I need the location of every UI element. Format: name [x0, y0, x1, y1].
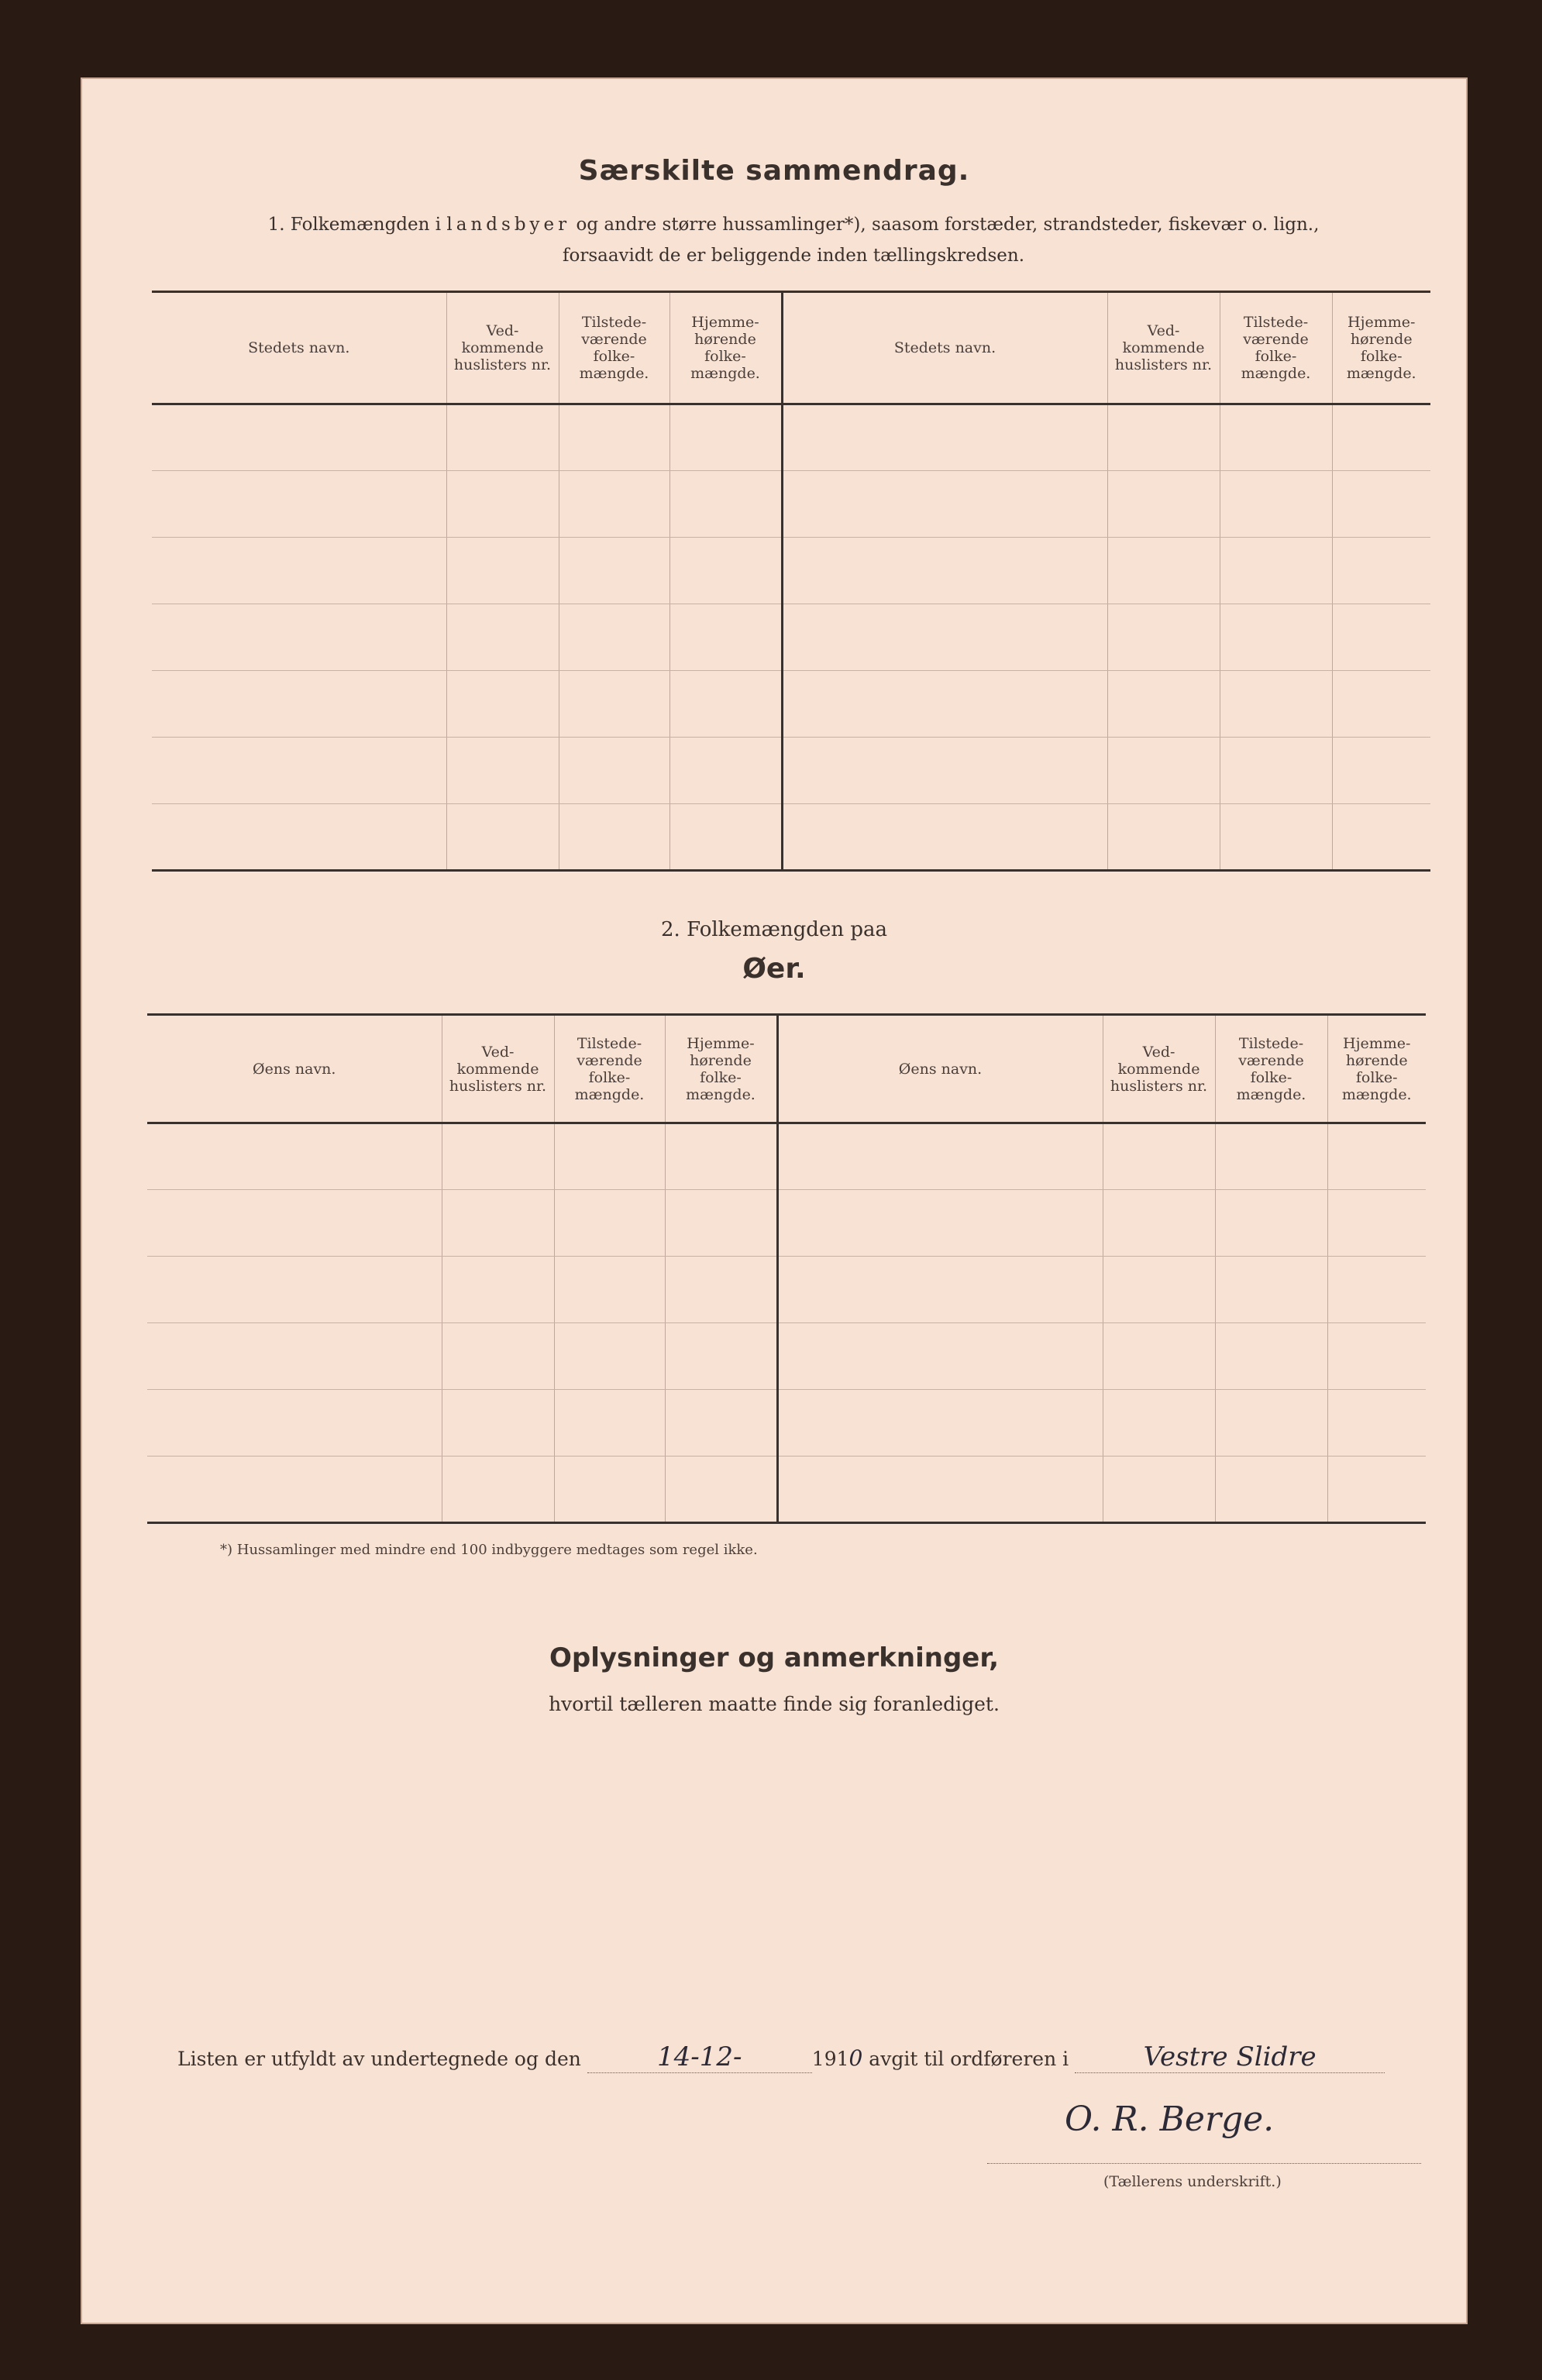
table-cell[interactable]: [669, 538, 782, 604]
table-cell[interactable]: [1215, 1323, 1327, 1390]
table-row: [152, 404, 1430, 471]
table-cell[interactable]: [1220, 738, 1332, 804]
enumerator-signature: O. R. Berge.: [1065, 2100, 1275, 2139]
table-cell[interactable]: [1220, 471, 1332, 538]
t2-header-island-name-2: Øens navn.: [777, 1015, 1103, 1123]
table-row: [147, 1390, 1426, 1457]
table-cell[interactable]: [152, 804, 446, 871]
table-cell[interactable]: [147, 1323, 442, 1390]
t2-header-resident-population: Hjemme-hørende folke-mængde.: [665, 1015, 777, 1123]
t1-header-present-population-2: Tilstede-værende folke-mængde.: [1220, 292, 1332, 404]
table-row: [152, 671, 1430, 738]
table-cell[interactable]: [446, 538, 559, 604]
table-cell[interactable]: [1332, 738, 1430, 804]
table-cell[interactable]: [777, 1257, 1103, 1323]
t1-header-resident-population-2: Hjemme-hørende folke-mængde.: [1332, 292, 1430, 404]
table-cell[interactable]: [1327, 1123, 1426, 1190]
date-handwritten: 14-12-: [657, 2041, 742, 2072]
section1-description: [212, 209, 1375, 271]
t1-header-present-population: Tilstede-værende folke-mængde.: [559, 292, 669, 404]
table-cell[interactable]: [152, 671, 446, 738]
section1-text-b: og andre større hussamlinger*), saasom forstæder, strandsteder, fiskevær o. lign.,: [576, 215, 1320, 235]
table-cell[interactable]: [1107, 471, 1220, 538]
table-cell[interactable]: [1327, 1257, 1426, 1323]
table-cell[interactable]: [1332, 671, 1430, 738]
table-cell[interactable]: [782, 671, 1107, 738]
table-row: [147, 1257, 1426, 1323]
section2-title: Øer.: [742, 953, 806, 985]
t2-header-island-name: Øens navn.: [147, 1015, 442, 1123]
table-cell[interactable]: [559, 738, 669, 804]
table-cell[interactable]: [446, 604, 559, 671]
table-row: [147, 1123, 1426, 1190]
table-cell[interactable]: [554, 1123, 665, 1190]
table-cell[interactable]: [442, 1190, 554, 1257]
table-cell[interactable]: [1107, 738, 1220, 804]
date-field: [587, 2041, 812, 2073]
table-cell[interactable]: [152, 738, 446, 804]
table-cell[interactable]: [442, 1323, 554, 1390]
census-form-page: [81, 77, 1468, 2324]
page-title: Særskilte sammendrag.: [578, 155, 970, 187]
table-cell[interactable]: [1220, 671, 1332, 738]
table-cell[interactable]: [442, 1123, 554, 1190]
table-cell[interactable]: [1220, 404, 1332, 471]
footnote: *) Hussamlinger med mindre end 100 indbyggere medtages som regel ikke.: [220, 1542, 758, 1558]
table-cell[interactable]: [559, 404, 669, 471]
table-cell[interactable]: [782, 604, 1107, 671]
oer-table: [147, 1013, 1426, 1524]
table-row: [152, 604, 1430, 671]
table-cell[interactable]: [1215, 1457, 1327, 1523]
table-cell[interactable]: [554, 1323, 665, 1390]
table-cell[interactable]: [782, 538, 1107, 604]
table-row: [152, 804, 1430, 871]
table-cell[interactable]: [669, 738, 782, 804]
table-cell[interactable]: [446, 671, 559, 738]
t2-header-household-list-nr: Ved-kommende huslisters nr.: [442, 1015, 554, 1123]
section1-number: 1.: [267, 215, 285, 235]
table-cell[interactable]: [665, 1390, 777, 1457]
section1-text-a: Folkemængden i: [290, 215, 442, 235]
table-cell[interactable]: [1107, 671, 1220, 738]
table-cell[interactable]: [782, 404, 1107, 471]
signoff-prefix: Listen er utfyldt av undertegnede og den: [177, 2048, 581, 2070]
table-cell[interactable]: [782, 471, 1107, 538]
table-cell[interactable]: [1332, 804, 1430, 871]
table-cell[interactable]: [152, 604, 446, 671]
signoff-middle: avgit til ordføreren i: [869, 2048, 1069, 2070]
table-cell[interactable]: [559, 604, 669, 671]
table-cell[interactable]: [559, 471, 669, 538]
table-cell[interactable]: [669, 404, 782, 471]
table-row: [152, 538, 1430, 604]
table-cell[interactable]: [1332, 604, 1430, 671]
municipality-handwritten: Vestre Slidre: [1143, 2041, 1317, 2072]
table-row: [147, 1323, 1426, 1390]
signature-label: (Tællerens underskrift.): [1103, 2173, 1282, 2190]
signature-line: [987, 2163, 1421, 2164]
table-cell[interactable]: [1327, 1457, 1426, 1523]
table-cell[interactable]: [554, 1190, 665, 1257]
table-cell[interactable]: [665, 1257, 777, 1323]
t2-header-present-population-2: Tilstede-værende folke-mængde.: [1215, 1015, 1327, 1123]
t1-header-household-list-nr-2: Ved-kommende huslisters nr.: [1107, 292, 1220, 404]
table-cell[interactable]: [665, 1323, 777, 1390]
remarks-title: Oplysninger og anmerkninger,: [549, 1642, 1000, 1673]
municipality-field: [1075, 2041, 1385, 2073]
table-cell[interactable]: [442, 1257, 554, 1323]
table-cell[interactable]: [665, 1457, 777, 1523]
table-cell[interactable]: [446, 404, 559, 471]
table-cell[interactable]: [1107, 404, 1220, 471]
table-cell[interactable]: [1215, 1190, 1327, 1257]
table-cell[interactable]: [147, 1257, 442, 1323]
table-cell[interactable]: [1220, 538, 1332, 604]
table-cell[interactable]: [152, 538, 446, 604]
table-cell[interactable]: [1215, 1257, 1327, 1323]
t1-header-place-name: Stedets navn.: [152, 292, 446, 404]
t2-header-resident-population-2: Hjemme-hørende folke-mængde.: [1327, 1015, 1426, 1123]
table-cell[interactable]: [669, 671, 782, 738]
table-cell[interactable]: [147, 1390, 442, 1457]
table-cell[interactable]: [777, 1123, 1103, 1190]
table-cell[interactable]: [1327, 1190, 1426, 1257]
t1-header-resident-population: Hjemme-hørende folke-mængde.: [669, 292, 782, 404]
signoff-line: [177, 2041, 1385, 2073]
year-handwritten: 0: [848, 2045, 863, 2071]
table-row: [147, 1457, 1426, 1523]
table-cell[interactable]: [1327, 1323, 1426, 1390]
table-cell[interactable]: [777, 1457, 1103, 1523]
table-cell[interactable]: [777, 1323, 1103, 1390]
remarks-subtitle: hvortil tælleren maatte finde sig foranlediget.: [549, 1693, 1000, 1715]
table-cell[interactable]: [1332, 404, 1430, 471]
year-printed: 191: [811, 2048, 849, 2070]
table-cell[interactable]: [665, 1190, 777, 1257]
table-cell[interactable]: [1332, 471, 1430, 538]
table-cell[interactable]: [1103, 1457, 1215, 1523]
table-cell[interactable]: [147, 1123, 442, 1190]
table-cell[interactable]: [777, 1190, 1103, 1257]
table-cell[interactable]: [1103, 1123, 1215, 1190]
table-cell[interactable]: [669, 804, 782, 871]
table-cell[interactable]: [669, 604, 782, 671]
table-cell[interactable]: [1215, 1390, 1327, 1457]
table-cell[interactable]: [1215, 1123, 1327, 1190]
table-cell[interactable]: [1332, 538, 1430, 604]
section2-heading: 2. Folkemængden paa: [661, 918, 887, 941]
t1-header-place-name-2: Stedets navn.: [782, 292, 1107, 404]
table-cell[interactable]: [147, 1457, 442, 1523]
table-cell[interactable]: [777, 1390, 1103, 1457]
table-cell[interactable]: [782, 738, 1107, 804]
table-cell[interactable]: [1103, 1257, 1215, 1323]
t2-header-present-population: Tilstede-værende folke-mængde.: [554, 1015, 665, 1123]
landsbyer-table: [152, 291, 1430, 872]
section1-text-c: forsaavidt de er beliggende inden tællingskredsen.: [562, 246, 1025, 266]
table-cell[interactable]: [1220, 804, 1332, 871]
table-row: [152, 471, 1430, 538]
table-cell[interactable]: [559, 804, 669, 871]
table-cell[interactable]: [554, 1257, 665, 1323]
table-row: [147, 1190, 1426, 1257]
table-row: [152, 738, 1430, 804]
table-cell[interactable]: [152, 471, 446, 538]
table-cell[interactable]: [442, 1457, 554, 1523]
table-cell[interactable]: [1220, 604, 1332, 671]
table-cell[interactable]: [559, 671, 669, 738]
table-cell[interactable]: [554, 1390, 665, 1457]
table-cell[interactable]: [1107, 804, 1220, 871]
table-cell[interactable]: [1103, 1190, 1215, 1257]
table-cell[interactable]: [669, 471, 782, 538]
t2-header-household-list-nr-2: Ved-kommende huslisters nr.: [1103, 1015, 1215, 1123]
table-cell[interactable]: [665, 1123, 777, 1190]
table-cell[interactable]: [1327, 1390, 1426, 1457]
table-cell[interactable]: [446, 738, 559, 804]
table-cell[interactable]: [442, 1390, 554, 1457]
table-cell[interactable]: [559, 538, 669, 604]
table-cell[interactable]: [1103, 1390, 1215, 1457]
t1-header-household-list-nr: Ved-kommende huslisters nr.: [446, 292, 559, 404]
table-cell[interactable]: [147, 1190, 442, 1257]
table-cell[interactable]: [446, 804, 559, 871]
table-cell[interactable]: [782, 804, 1107, 871]
table-cell[interactable]: [446, 471, 559, 538]
table-cell[interactable]: [1107, 604, 1220, 671]
table-cell[interactable]: [152, 404, 446, 471]
section1-text-spaced: landsbyer: [446, 215, 571, 235]
table-cell[interactable]: [1103, 1323, 1215, 1390]
table-cell[interactable]: [554, 1457, 665, 1523]
table-cell[interactable]: [1107, 538, 1220, 604]
